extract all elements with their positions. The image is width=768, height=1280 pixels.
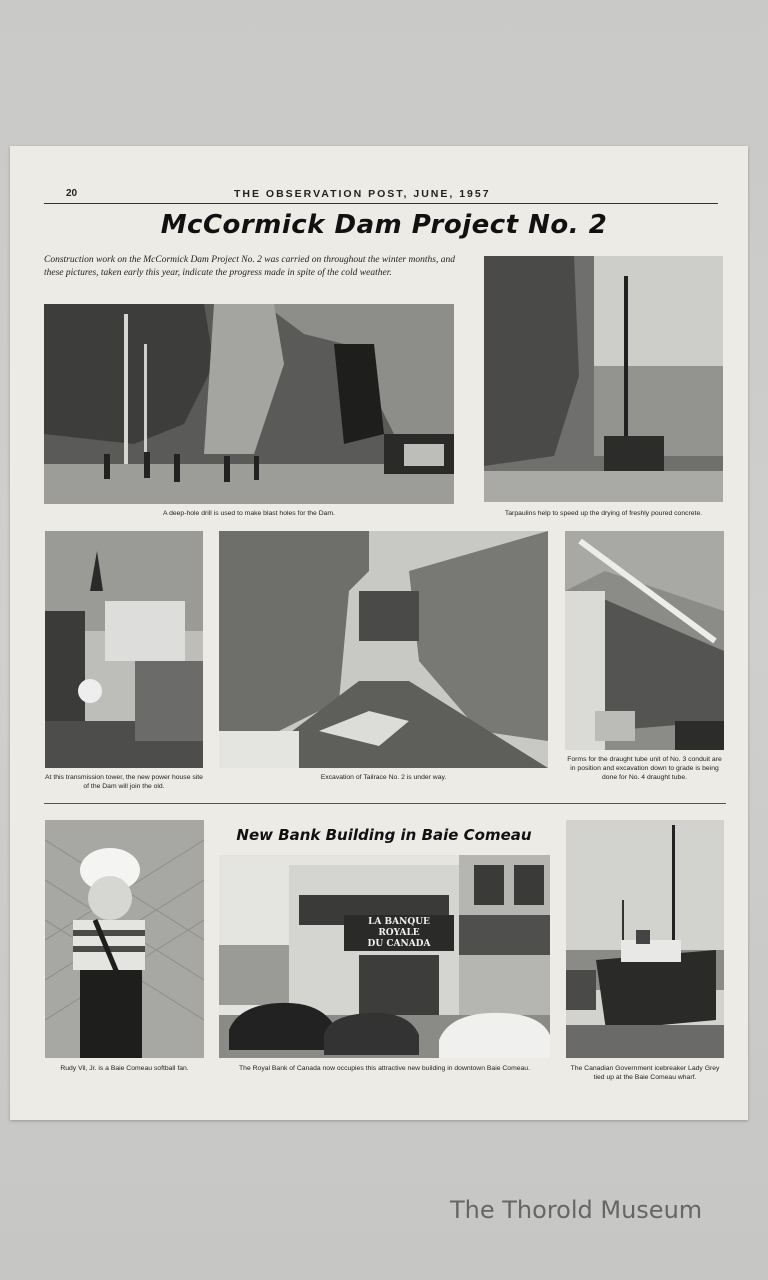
bank-sign-line-2: DU CANADA (367, 939, 431, 949)
article-intro: Construction work on the McCormick Dam Project No. 2 was carried on throughout the winter months, and these pictures, taken early this year, indicate the progress made in spite of the cold weather. (44, 255, 455, 278)
bank-sign-line-1: LA BANQUE ROYALE (368, 917, 430, 938)
caption-drill: A deep-hole drill is used to make blast holes for the Dam. (163, 510, 335, 517)
photo-bank-building (219, 855, 550, 1058)
article-title: McCormick Dam Project No. 2 (160, 210, 608, 240)
header-rule (44, 203, 718, 204)
photo-tailrace (219, 531, 548, 768)
photo-transmission-tower (45, 531, 203, 768)
caption-tailrace: Excavation of Tailrace No. 2 is under way. (320, 774, 447, 781)
bank-section-heading: New Bank Building in Baie Comeau (236, 826, 532, 844)
bank-sign (347, 917, 451, 950)
caption-tower: At this transmission tower, the new power house site of the Dam will join the old. (45, 774, 203, 790)
publication-line: THE OBSERVATION POST, JUNE, 1957 (234, 188, 491, 200)
photo-boy (45, 820, 204, 1058)
photo-icebreaker (566, 820, 724, 1058)
watermark: The Thorold Museum (450, 1196, 703, 1224)
caption-bank: The Royal Bank of Canada now occupies this attractive new building in downtown Baie Comeau. (239, 1065, 530, 1072)
page-header (44, 188, 718, 202)
caption-forms: Forms for the draught tube unit of No. 3 conduit are in position and excavation down to grade is being done for No. 4 draught tube. (567, 756, 722, 781)
page-number: 20 (66, 188, 78, 199)
caption-tarpaulins: Tarpaulins help to speed up the drying of freshly poured concrete. (504, 510, 703, 517)
caption-boy: Rudy Vil, Jr. is a Baie Comeau softball fan. (60, 1065, 189, 1072)
photo-tarpaulins (484, 256, 723, 502)
section-divider (44, 803, 726, 804)
photo-deep-hole-drill (44, 304, 454, 504)
caption-ship: The Canadian Government icebreaker Lady Grey tied up at the Baie Comeau wharf. (570, 1065, 720, 1081)
photo-draught-tube-forms (565, 531, 724, 750)
